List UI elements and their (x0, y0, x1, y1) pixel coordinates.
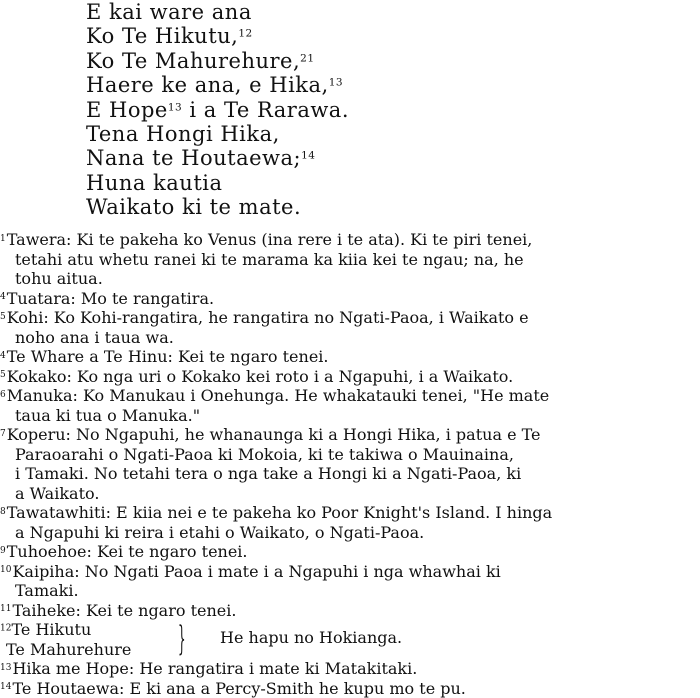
footnote-text: a Ngapuhi ki reira i etahi o Waikato, o Ngati-Paoa. (15, 523, 424, 542)
footnote-text: a Waikato. (15, 484, 99, 503)
footnote-number: 1 (0, 234, 6, 244)
footnote-continuation (0, 250, 700, 270)
footnote (0, 386, 700, 425)
footnote-text: Tamaki. (15, 581, 79, 600)
footnote-first-line (0, 230, 700, 250)
verse (86, 0, 349, 220)
footnote-number: 6 (0, 390, 6, 400)
verse-text: Ko Te Mahurehure, (86, 49, 300, 73)
footnote-first-line (0, 289, 700, 309)
verse-text: Tena Hongi Hika, (86, 122, 280, 146)
footnote-number: 11 (0, 604, 11, 614)
footnote-text: Manuka: Ko Manukau i Onehunga. He whakatauki tenei, "He mate (7, 386, 550, 405)
footnote-text: Kaipiha: No Ngati Paoa i mate i a Ngapuhi i nga whawhai ki (12, 562, 500, 581)
verse-line (86, 171, 349, 195)
verse-line (86, 49, 349, 73)
footnote-continuation (0, 445, 700, 465)
footnote-number: 12 (0, 624, 11, 634)
footnote-number: 5 (0, 370, 6, 380)
footnote-first-line (0, 679, 700, 698)
footnote (0, 289, 700, 309)
footnote-number: 5 (0, 312, 6, 322)
footnote-number: 13 (0, 663, 11, 673)
footnote (0, 601, 700, 621)
verse-text-after: i a Te Rarawa. (182, 98, 349, 122)
verse-line (86, 195, 349, 219)
footnote-first-line (0, 601, 700, 621)
footnote-ref: 13 (329, 77, 343, 89)
footnote (0, 659, 700, 679)
verse-line (86, 0, 349, 24)
footnote-number: 9 (0, 546, 6, 556)
footnote-text: noho ana i taua wa. (15, 328, 174, 347)
footnote-first-line (0, 562, 700, 582)
verse-text: Huna kautia (86, 171, 223, 195)
footnote-ref: 21 (300, 53, 314, 65)
footnote-brace-group (0, 620, 700, 659)
footnote-text: Paraoarahi o Ngati-Paoa ki Mokoia, ki te takiwa o Mauinaina, (15, 445, 514, 464)
footnotes (0, 230, 700, 698)
verse-text: E kai ware ana (86, 0, 252, 24)
footnote (0, 230, 700, 289)
verse-line (86, 146, 349, 170)
footnote (0, 562, 700, 601)
footnote-number: 8 (0, 507, 6, 517)
footnote-number: 4 (0, 351, 6, 361)
footnote-continuation (0, 328, 700, 348)
verse-text: E Hope (86, 98, 168, 122)
footnote-number: 10 (0, 565, 11, 575)
brace-icon: } (178, 620, 186, 658)
verse-text: Waikato ki te mate. (86, 195, 301, 219)
footnote-first-line (0, 347, 700, 367)
footnote-ref: 12 (238, 28, 252, 40)
footnote-text: tohu aitua. (15, 269, 103, 288)
footnote (0, 367, 700, 387)
footnote-continuation (0, 269, 700, 289)
footnote-ref: 14 (301, 150, 315, 162)
footnote-continuation (0, 484, 700, 504)
footnote-text: Te Whare a Te Hinu: Kei te ngaro tenei. (7, 347, 329, 366)
brace-name-2: Te Mahurehure (0, 640, 131, 660)
verse-line (86, 98, 349, 122)
footnote-continuation (0, 523, 700, 543)
footnote-first-line (0, 386, 700, 406)
verse-text: Haere ke ana, e Hika, (86, 73, 329, 97)
footnote-text: Taiheke: Kei te ngaro tenei. (12, 601, 236, 620)
footnote-text: taua ki tua o Manuka." (15, 406, 200, 425)
footnote-text: Tuhoehoe: Kei te ngaro tenei. (7, 542, 248, 561)
footnote-text: Kokako: Ko nga uri o Kokako kei roto i a Ngapuhi, i a Waikato. (7, 367, 513, 386)
footnote-continuation (0, 406, 700, 426)
footnote-text: Te Houtaewa: E ki ana a Percy-Smith he kupu mo te pu. (12, 679, 465, 698)
verse-line (86, 122, 349, 146)
footnote-continuation (0, 581, 700, 601)
footnote-first-line (0, 367, 700, 387)
footnote (0, 308, 700, 347)
footnote (0, 679, 700, 698)
footnote-number: 14 (0, 682, 11, 692)
verse-line (86, 73, 349, 97)
footnote-text: i Tamaki. No tetahi tera o nga take a Hongi ki a Ngati-Paoa, ki (15, 464, 521, 483)
footnote-number: 7 (0, 429, 6, 439)
footnote-first-line (0, 308, 700, 328)
footnote-text: Tuatara: Mo te rangatira. (7, 289, 214, 308)
footnote-first-line (0, 542, 700, 562)
footnote (0, 347, 700, 367)
footnote (0, 425, 700, 503)
footnote-number: 4 (0, 292, 6, 302)
footnote-first-line (0, 503, 700, 523)
footnote-text: Tawatawhiti: E kiia nei e te pakeha ko Poor Knight's Island. I hinga (7, 503, 552, 522)
footnote-first-line (0, 425, 700, 445)
footnote (0, 542, 700, 562)
footnote-continuation (0, 464, 700, 484)
footnote-text: Tawera: Ki te pakeha ko Venus (ina rere i te ata). Ki te piri tenei, (7, 230, 533, 249)
footnote-text: Kohi: Ko Kohi-rangatira, he rangatira no Ngati-Paoa, i Waikato e (7, 308, 529, 327)
brace-name-1: $^{12}$Te Hikutu (0, 620, 131, 640)
footnote-text: tetahi atu whetu ranei ki te marama ka kiia kei te ngau; na, he (15, 250, 524, 269)
verse-text: Nana te Houtaewa; (86, 146, 301, 170)
footnote (0, 503, 700, 542)
verse-text: Ko Te Hikutu, (86, 24, 238, 48)
brace-names (0, 620, 131, 659)
footnote-text: Hika me Hope: He rangatira i mate ki Matakitaki. (12, 659, 417, 678)
brace-description: He hapu no Hokianga. (220, 628, 402, 648)
footnote-ref: 13 (168, 101, 182, 113)
verse-line (86, 24, 349, 48)
footnote-text: Koperu: No Ngapuhi, he whanaunga ki a Hongi Hika, i patua e Te (7, 425, 541, 444)
footnote-first-line (0, 659, 700, 679)
